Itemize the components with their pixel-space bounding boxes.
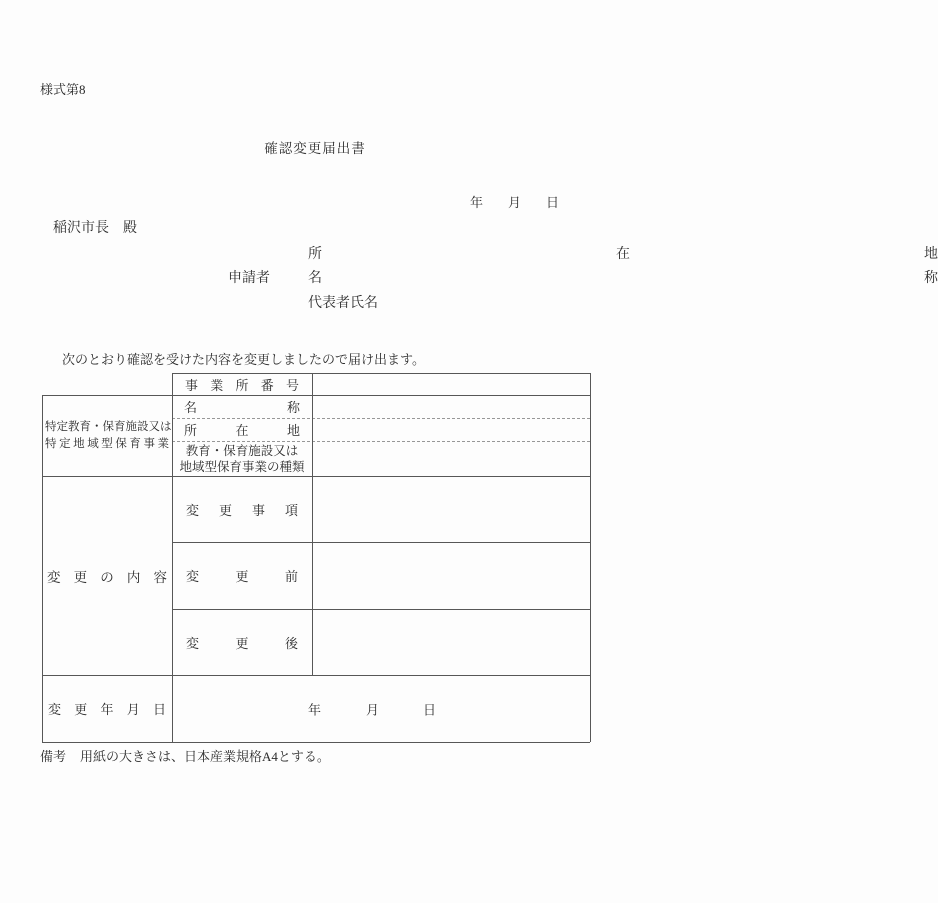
facility-group-label-line1: 特 定 教 育 ・ 保 育 施 設 又 は <box>45 420 172 433</box>
facility-address-field <box>312 418 590 441</box>
table-bottom-border <box>42 742 590 743</box>
change-date-month-label: 月 <box>366 702 380 717</box>
form-number: 様式第8 <box>40 82 86 97</box>
facility-address-label: 所 在 地 <box>184 423 300 438</box>
change-date-field <box>172 675 590 742</box>
change-date-label: 変 更 年 月 日 <box>48 702 166 717</box>
change-item-label: 変 更 事 項 <box>186 502 298 518</box>
change-before-field <box>312 542 590 609</box>
applicant-address-label: 所 在 地 <box>308 247 938 262</box>
table-right-border <box>590 373 591 742</box>
intro-sentence: 次のとおり確認を受けた内容を変更しましたので届け出ます。 <box>62 352 425 367</box>
facility-type-label-line1: 教育・保育施設又は <box>185 443 299 458</box>
facility-group-label <box>42 395 172 476</box>
change-item-field <box>312 476 590 542</box>
change-date-year-label: 年 <box>308 702 322 717</box>
change-after-field <box>312 609 590 675</box>
note <box>40 746 330 765</box>
date-month-label: 月 <box>508 195 522 210</box>
page-title: 確認変更届出書 <box>264 141 366 156</box>
date-year-label: 年 <box>470 195 484 210</box>
note-label: 備考 <box>40 749 67 764</box>
applicant-label: 申請者 <box>228 271 270 286</box>
facility-name-label: 名 称 <box>184 400 300 415</box>
change-before-label: 変 更 前 <box>186 569 298 584</box>
facility-name-field <box>312 395 590 418</box>
date-day-label: 日 <box>546 195 560 210</box>
change-date-day-label: 日 <box>423 702 437 717</box>
addressee: 稲沢市長 殿 <box>53 221 137 236</box>
applicant-name-label: 名 称 <box>308 271 938 286</box>
change-content-label: 変 更 の 内 容 <box>47 569 167 585</box>
change-after-label: 変 更 後 <box>186 635 298 651</box>
note-text: 用紙の大きさは、日本産業規格A4とする。 <box>80 749 330 764</box>
facility-type-label <box>172 441 312 476</box>
applicant-representative-label: 代表者氏名 <box>308 296 378 311</box>
facility-type-field <box>312 441 590 476</box>
office-number-label: 事 業 所 番 号 <box>185 377 299 393</box>
facility-group-label-line2: 特 定 地 域 型 保 育 事 業 <box>45 437 169 450</box>
office-number-field <box>312 373 590 395</box>
facility-type-label-line2: 地域型保育事業の種類 <box>179 459 305 474</box>
